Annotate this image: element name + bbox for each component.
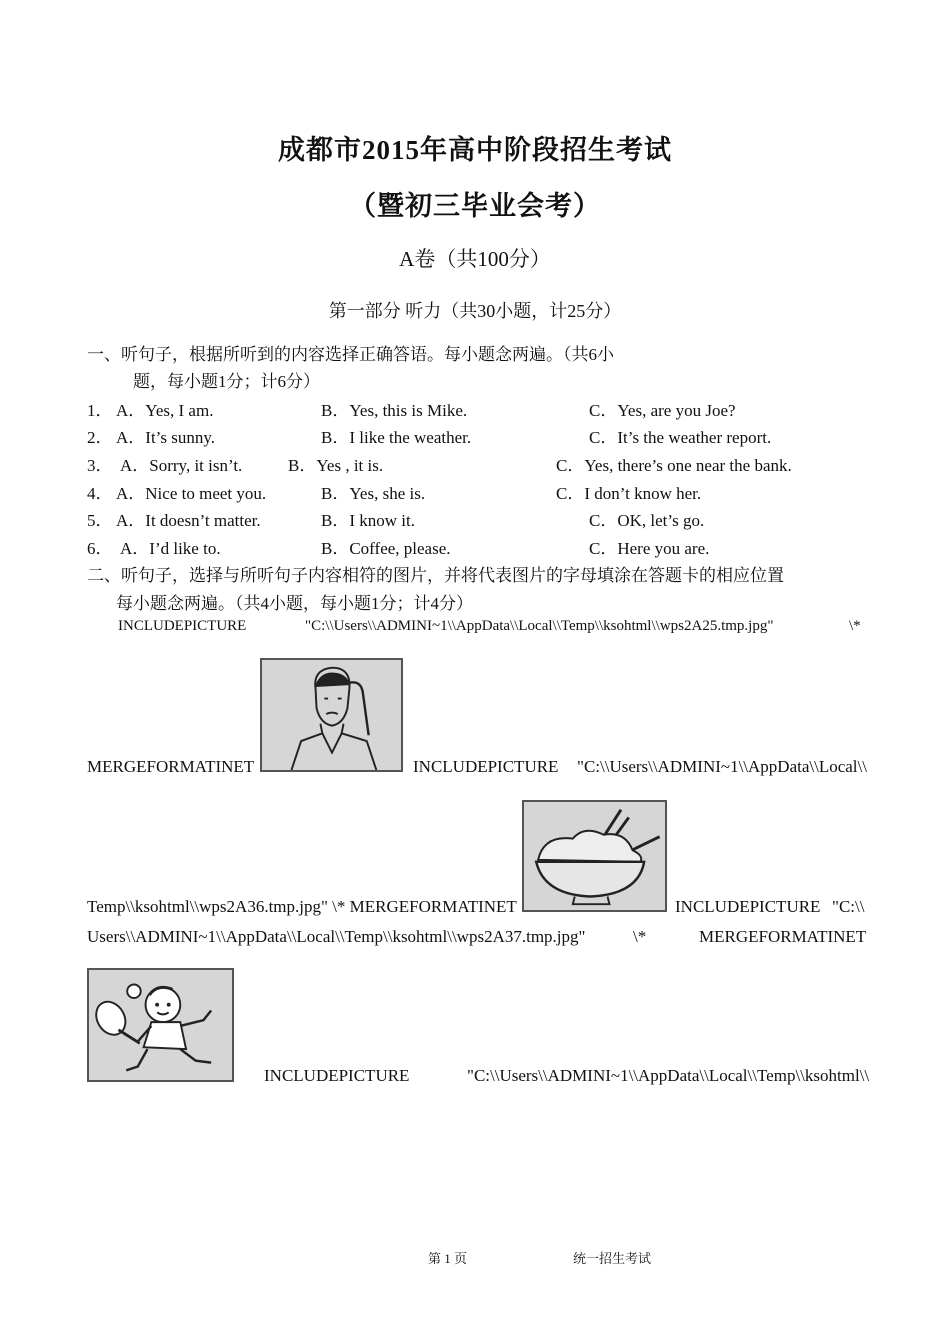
option-a: A．Yes, I am. (116, 401, 214, 420)
option-a: A．Nice to meet you. (116, 484, 267, 503)
field-code-path: "C:\\ (832, 897, 865, 916)
section2-instruction: 二、听句子，选择与所听句子内容相符的图片，并将代表图片的字母填涂在答题卡的相应位置 (87, 566, 784, 585)
footer-exam-label: 统一招生考试 (573, 1251, 652, 1266)
option-c: C．OK, let’s go. (589, 511, 705, 530)
option-b: B．Yes, this is Mike. (321, 401, 468, 420)
option-b: B．Coffee, please. (321, 539, 451, 558)
option-a: A．It doesn’t matter. (116, 511, 261, 530)
part-heading: 第一部分 听力（共30小题，计25分） (328, 301, 622, 321)
option-b: B．I like the weather. (321, 428, 472, 447)
question-number: 2． (87, 428, 113, 447)
option-c: C．I don’t know her. (556, 484, 702, 503)
question-number: 1． (87, 401, 113, 420)
question-number: 6． (87, 539, 113, 558)
option-c: C．Yes, are you Joe? (589, 401, 736, 420)
option-c: C．Yes, there’s one near the bank. (556, 456, 792, 475)
section1-instruction-cont: 题，每小题1分；计6分） (133, 372, 320, 391)
page-number: 第 1 页 (428, 1251, 468, 1266)
field-code-path: "C:\\Users\\ADMINI~1\\AppData\\Local\\Temp\\ksohtml\\ (467, 1066, 870, 1085)
field-code-text: MERGEFORMATINET (699, 927, 867, 946)
field-code-text: INCLUDEPICTURE (413, 757, 559, 776)
field-code-path: "C:\\Users\\ADMINI~1\\AppData\\Local\\ (577, 757, 867, 776)
field-code-text: INCLUDEPICTURE (675, 897, 821, 916)
option-a: A．I’d like to. (120, 539, 221, 558)
section2-instruction-cont: 每小题念两遍。（共4小题，每小题1分；计4分） (116, 594, 473, 613)
field-code-text: INCLUDEPICTURE (118, 618, 247, 634)
boy-tennis-icon (87, 968, 234, 1082)
option-c: C．It’s the weather report. (589, 428, 772, 447)
field-code-text: INCLUDEPICTURE (264, 1066, 410, 1085)
question-number: 3． (87, 456, 113, 475)
field-code-text: MERGEFORMATINET (87, 757, 255, 776)
option-b: B．I know it. (321, 511, 415, 530)
option-a: A．It’s sunny. (116, 428, 216, 447)
question-number: 5． (87, 511, 113, 530)
paper-label: A卷（共100分） (399, 247, 551, 271)
option-b: B．Yes, she is. (321, 484, 426, 503)
exam-subtitle: （暨初三毕业会考） (349, 191, 601, 221)
option-a: A．Sorry, it isn’t. (120, 456, 243, 475)
field-code-path: Users\\ADMINI~1\\AppData\\Local\\Temp\\ksohtml\\wps2A37.tmp.jpg" (87, 927, 586, 946)
option-c: C．Here you are. (589, 539, 710, 558)
question-number: 4． (87, 484, 113, 503)
field-code-switch: \* (849, 618, 861, 634)
option-b: B．Yes , it is. (288, 456, 384, 475)
man-headache-icon (260, 658, 403, 772)
section1-instruction: 一、听句子，根据所听到的内容选择正确答语。每小题念两遍。（共6小 (87, 345, 614, 364)
rice-bowl-chopsticks-icon (522, 800, 667, 912)
field-code-switch: \* (633, 927, 647, 946)
field-code-path: Temp\\ksohtml\\wps2A36.tmp.jpg" \* MERGEFORMATINET (87, 897, 517, 916)
field-code-path: "C:\\Users\\ADMINI~1\\AppData\\Local\\Temp\\ksohtml\\wps2A25.tmp.jpg" (305, 618, 774, 634)
exam-title: 成都市2015年高中阶段招生考试 (278, 135, 672, 165)
